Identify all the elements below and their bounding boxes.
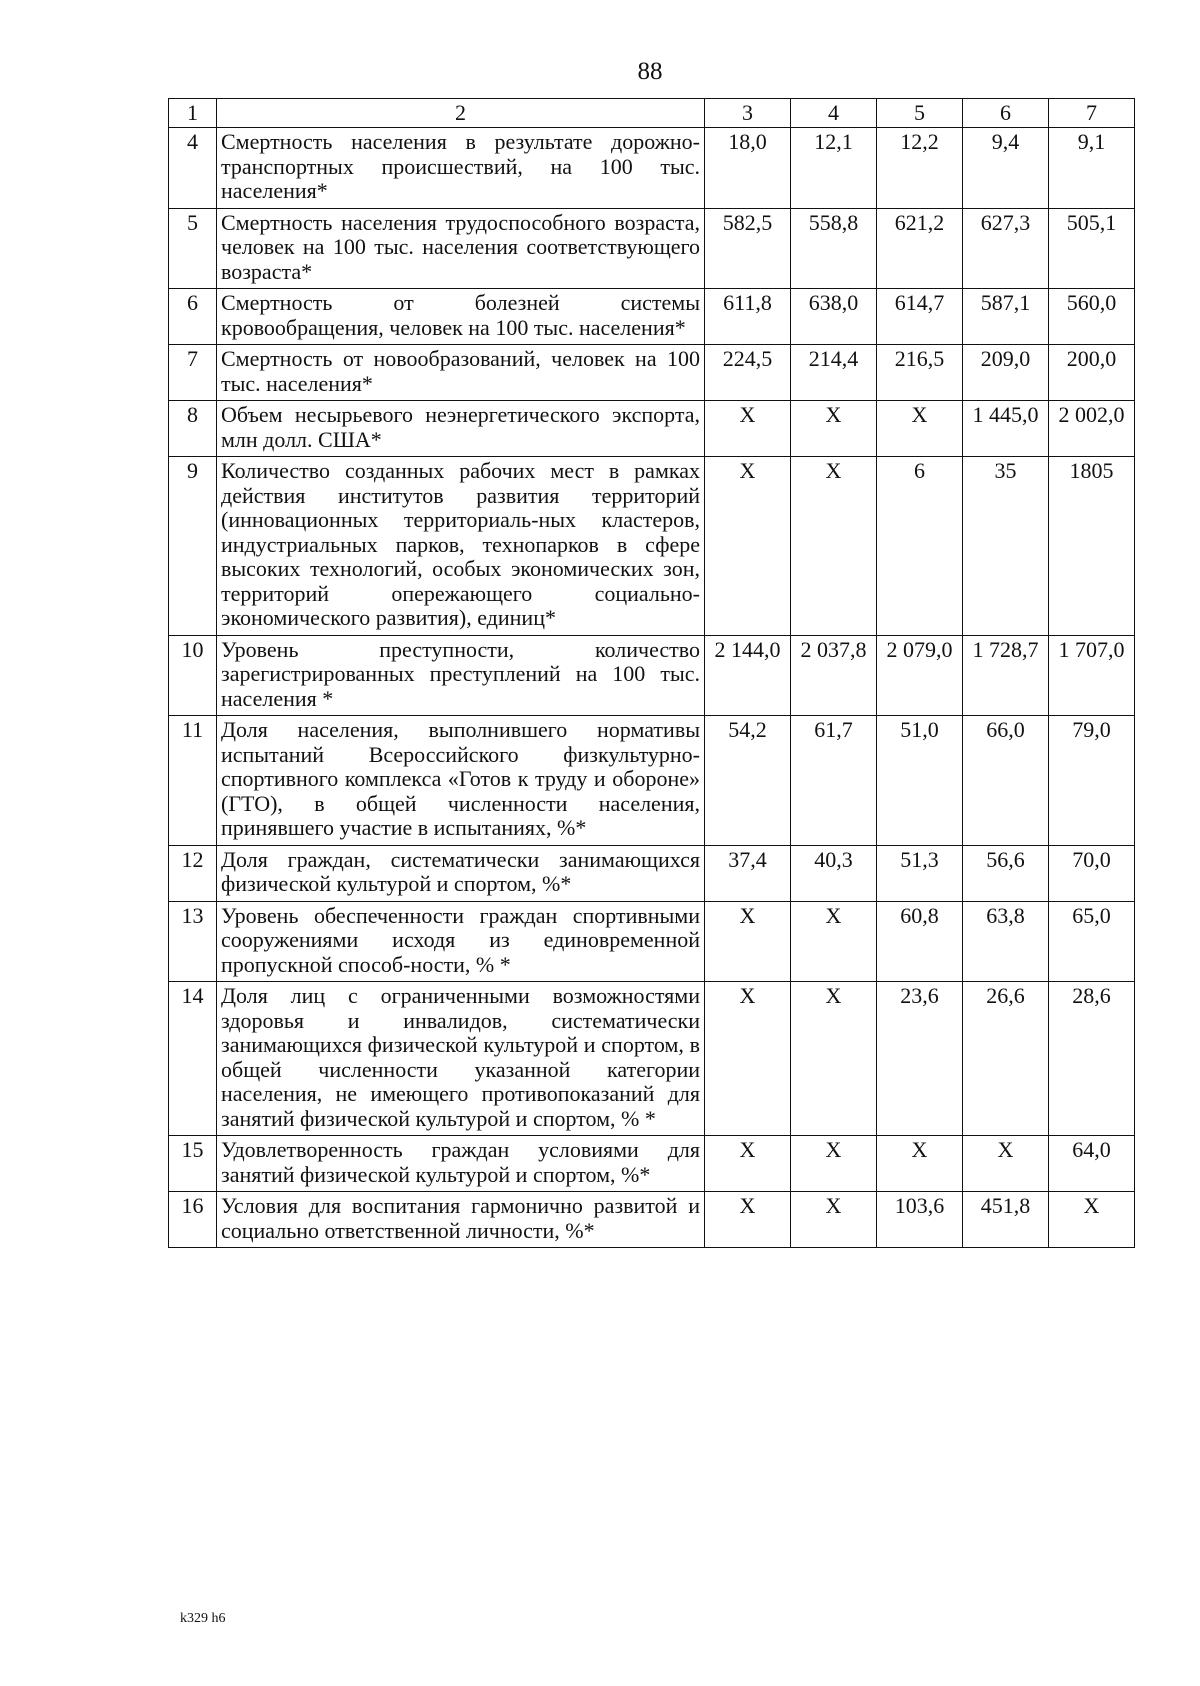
column-header: 6	[963, 99, 1049, 128]
indicator-value: 26,6	[963, 982, 1049, 1136]
row-number: 11	[169, 716, 217, 846]
row-number: 14	[169, 982, 217, 1136]
table-row	[169, 345, 1135, 401]
indicator-description: Объем несырьевого неэнергетического экспорта, млн долл. США*	[217, 401, 705, 457]
indicator-description: Условия для воспитания гармонично развитой и социально ответственной личности, %*	[217, 1192, 705, 1248]
row-number: 5	[169, 208, 217, 289]
indicator-value: 587,1	[963, 289, 1049, 345]
indicator-value: X	[1049, 1192, 1135, 1248]
table-row	[169, 401, 1135, 457]
table-row	[169, 845, 1135, 901]
indicator-value: 582,5	[705, 208, 791, 289]
indicator-value: 2 079,0	[877, 635, 963, 716]
indicator-value: 40,3	[791, 845, 877, 901]
row-number: 12	[169, 845, 217, 901]
table-row	[169, 128, 1135, 209]
indicator-description: Количество созданных рабочих мест в рамках действия институтов развития территорий (инновационных территориаль-ных кластеров, индустриальных парков, технопарков в сфере высоких технологий, особых экономических зон, территорий опережающего социально-экономического развития), единиц*	[217, 457, 705, 636]
indicator-value: 2 002,0	[1049, 401, 1135, 457]
table-row	[169, 457, 1135, 636]
indicator-value: 23,6	[877, 982, 963, 1136]
indicator-value: 103,6	[877, 1192, 963, 1248]
indicator-value: 70,0	[1049, 845, 1135, 901]
indicator-value: X	[791, 982, 877, 1136]
indicator-value: 64,0	[1049, 1136, 1135, 1192]
table-row	[169, 901, 1135, 982]
table-row	[169, 208, 1135, 289]
indicator-value: 56,6	[963, 845, 1049, 901]
indicator-value: 18,0	[705, 128, 791, 209]
column-header: 5	[877, 99, 963, 128]
indicator-value: X	[705, 901, 791, 982]
table-row	[169, 289, 1135, 345]
indicator-description: Смертность населения в результате дорожно-транспортных происшествий, на 100 тыс. населения*	[217, 128, 705, 209]
indicator-value: X	[705, 1136, 791, 1192]
indicator-value: X	[705, 982, 791, 1136]
indicator-value: 2 037,8	[791, 635, 877, 716]
indicator-value: 451,8	[963, 1192, 1049, 1248]
column-header: 3	[705, 99, 791, 128]
page-number: 88	[637, 58, 663, 85]
indicator-description: Смертность от болезней системы кровообращения, человек на 100 тыс. населения*	[217, 289, 705, 345]
indicator-value: 1 728,7	[963, 635, 1049, 716]
indicator-description: Удовлетворенность граждан условиями для занятий физической культурой и спортом, %*	[217, 1136, 705, 1192]
indicator-value: 627,3	[963, 208, 1049, 289]
indicator-value: 66,0	[963, 716, 1049, 846]
indicator-value: 638,0	[791, 289, 877, 345]
indicator-value: 621,2	[877, 208, 963, 289]
indicator-description: Доля лиц с ограниченными возможностями здоровья и инвалидов, систематически занимающихся физической культурой и спортом, в общей численности указанной категории населения, не имеющего противопоказаний для занятий физической культурой и спортом, % *	[217, 982, 705, 1136]
table-row	[169, 1136, 1135, 1192]
indicator-value: 200,0	[1049, 345, 1135, 401]
indicators-table	[168, 98, 1135, 1248]
indicator-value: X	[705, 457, 791, 636]
row-number: 15	[169, 1136, 217, 1192]
indicator-value: X	[791, 401, 877, 457]
indicator-value: 65,0	[1049, 901, 1135, 982]
indicator-value: 560,0	[1049, 289, 1135, 345]
indicator-value: 2 144,0	[705, 635, 791, 716]
indicator-value: 63,8	[963, 901, 1049, 982]
indicator-value: 51,3	[877, 845, 963, 901]
table-row	[169, 982, 1135, 1136]
indicator-description: Смертность населения трудоспособного возраста, человек на 100 тыс. населения соответствующего возраста*	[217, 208, 705, 289]
indicator-value: 54,2	[705, 716, 791, 846]
indicator-value: X	[791, 1136, 877, 1192]
indicator-description: Доля граждан, систематически занимающихся физической культурой и спортом, %*	[217, 845, 705, 901]
row-number: 6	[169, 289, 217, 345]
indicator-value: 35	[963, 457, 1049, 636]
row-number: 4	[169, 128, 217, 209]
row-number: 10	[169, 635, 217, 716]
indicator-description: Доля населения, выполнившего нормативы испытаний Всероссийского физкультурно-спортивного комплекса «Готов к труду и обороне» (ГТО), в общей численности населения, принявшего участие в испытаниях, %*	[217, 716, 705, 846]
indicator-value: 1 707,0	[1049, 635, 1135, 716]
indicator-description: Уровень преступности, количество зарегистрированных преступлений на 100 тыс. населения *	[217, 635, 705, 716]
column-header: 1	[169, 99, 217, 128]
indicator-value: 611,8	[705, 289, 791, 345]
column-header: 2	[217, 99, 705, 128]
indicator-value: 51,0	[877, 716, 963, 846]
table-body	[169, 128, 1135, 1248]
table-row	[169, 635, 1135, 716]
footer-code: k329 h6	[180, 1611, 226, 1626]
indicator-value: 224,5	[705, 345, 791, 401]
indicator-value: 614,7	[877, 289, 963, 345]
indicator-value: X	[705, 1192, 791, 1248]
table-row	[169, 716, 1135, 846]
indicator-value: 37,4	[705, 845, 791, 901]
indicator-value: X	[963, 1136, 1049, 1192]
indicator-value: X	[791, 1192, 877, 1248]
indicator-description: Уровень обеспеченности граждан спортивными сооружениями исходя из единовременной пропускной способ-ности, % *	[217, 901, 705, 982]
indicator-value: 61,7	[791, 716, 877, 846]
indicator-value: 216,5	[877, 345, 963, 401]
indicator-value: X	[705, 401, 791, 457]
indicator-description: Смертность от новообразований, человек на 100 тыс. населения*	[217, 345, 705, 401]
indicator-value: 6	[877, 457, 963, 636]
indicator-value: 79,0	[1049, 716, 1135, 846]
row-number: 9	[169, 457, 217, 636]
column-header: 7	[1049, 99, 1135, 128]
indicator-value: 9,1	[1049, 128, 1135, 209]
indicator-value: X	[877, 1136, 963, 1192]
indicator-value: 558,8	[791, 208, 877, 289]
indicator-value: 1805	[1049, 457, 1135, 636]
indicator-value: 60,8	[877, 901, 963, 982]
indicator-value: X	[791, 457, 877, 636]
header-row	[169, 99, 1135, 128]
indicator-value: 12,1	[791, 128, 877, 209]
indicator-value: 214,4	[791, 345, 877, 401]
indicator-value: X	[791, 901, 877, 982]
indicator-value: 1 445,0	[963, 401, 1049, 457]
indicator-value: 12,2	[877, 128, 963, 209]
row-number: 7	[169, 345, 217, 401]
column-header: 4	[791, 99, 877, 128]
indicator-value: 505,1	[1049, 208, 1135, 289]
indicator-value: 209,0	[963, 345, 1049, 401]
row-number: 8	[169, 401, 217, 457]
row-number: 16	[169, 1192, 217, 1248]
indicator-value: X	[877, 401, 963, 457]
row-number: 13	[169, 901, 217, 982]
table-row	[169, 1192, 1135, 1248]
indicator-value: 28,6	[1049, 982, 1135, 1136]
indicator-value: 9,4	[963, 128, 1049, 209]
